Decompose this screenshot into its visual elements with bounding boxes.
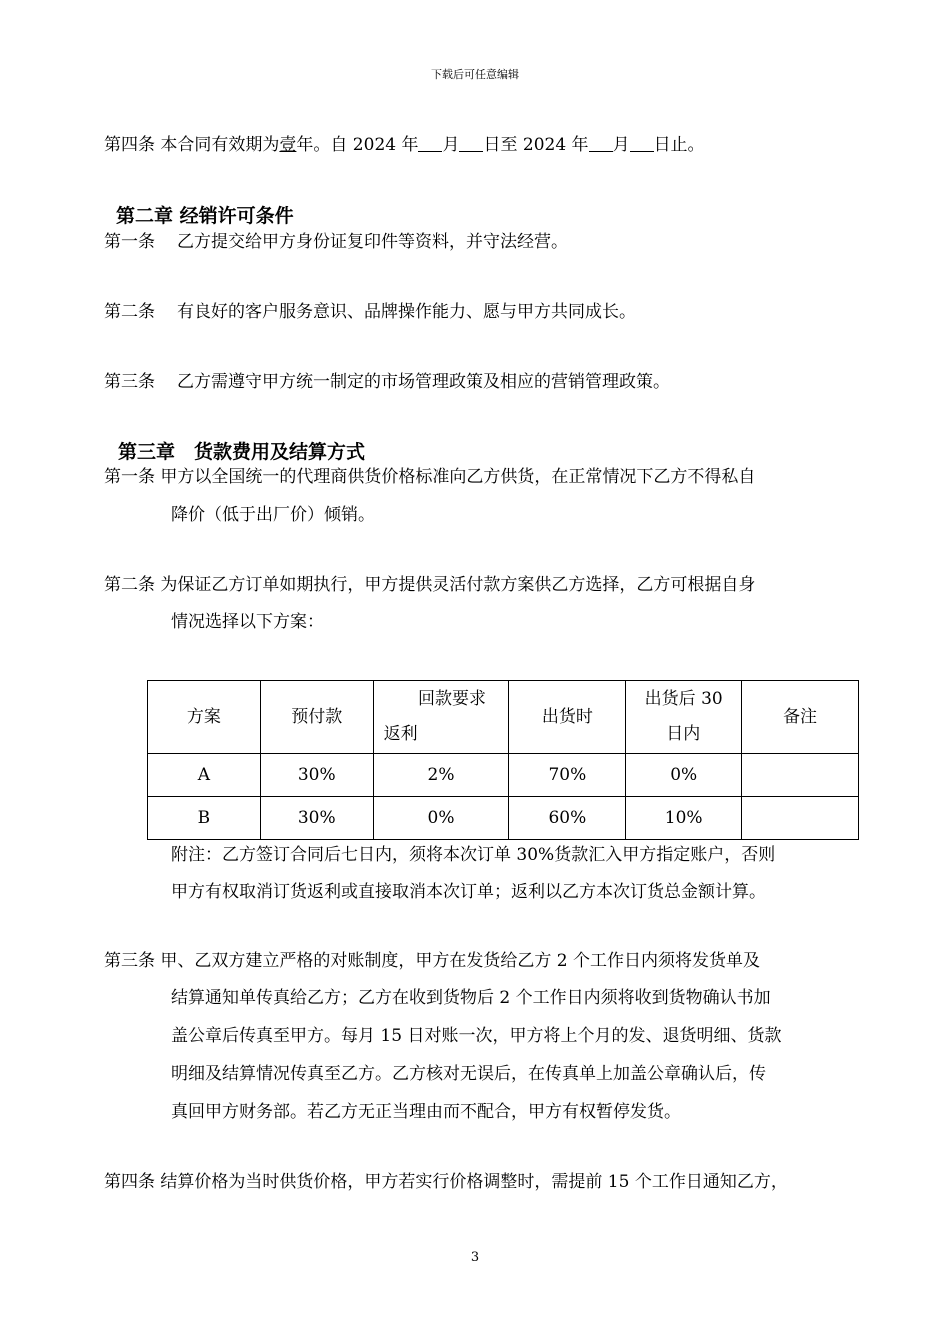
chapter-3-title: 第三章 货款费用及结算方式 bbox=[118, 441, 366, 463]
chapter-3-article-4 bbox=[104, 1172, 788, 1192]
validity-month: 月 bbox=[442, 135, 460, 155]
payment-plan-table bbox=[147, 680, 859, 840]
page-number: 3 bbox=[470, 1250, 480, 1265]
blank-field bbox=[630, 135, 654, 152]
header-prepay: 预付款 bbox=[260, 681, 373, 754]
cell-shipment: 60% bbox=[509, 797, 626, 840]
article-text: 甲、乙双方建立严格的对账制度，甲方在发货给乙方 2 个工作日内须将发货单及 bbox=[160, 951, 761, 971]
header-after30: 出货后 30 日内 bbox=[626, 681, 742, 754]
chapter-2-title: 第二章 经销许可条件 bbox=[116, 205, 294, 227]
validity-pre: 本合同有效期为 bbox=[160, 135, 280, 155]
cell-after30: 0% bbox=[626, 754, 742, 797]
article-continuation: 降价（低于出厂价）倾销。 bbox=[171, 505, 375, 525]
validity-end: 日止。 bbox=[653, 135, 705, 155]
cell-rebate: 2% bbox=[373, 754, 509, 797]
table-row bbox=[148, 754, 859, 797]
article-text: 乙方需遵守甲方统一制定的市场管理政策及相应的营销管理政策。 bbox=[177, 372, 670, 392]
header-shipment: 出货时 bbox=[509, 681, 626, 754]
validity-years: 壹 bbox=[279, 135, 297, 155]
cell-prepay: 30% bbox=[260, 754, 373, 797]
cell-remark bbox=[742, 797, 859, 840]
header-rebate: 回款要求 返利 bbox=[373, 681, 509, 754]
cell-remark bbox=[742, 754, 859, 797]
article-label: 第一条 bbox=[104, 467, 155, 487]
article-continuation: 真回甲方财务部。若乙方无正当理由而不配合，甲方有权暂停发货。 bbox=[171, 1102, 681, 1122]
cell-after30: 10% bbox=[626, 797, 742, 840]
chapter-3-article-1 bbox=[104, 467, 755, 487]
blank-field bbox=[418, 135, 442, 152]
article-label: 第一条 bbox=[104, 232, 155, 252]
cell-plan: A bbox=[148, 754, 261, 797]
cell-shipment: 70% bbox=[509, 754, 626, 797]
chapter-3-article-3 bbox=[104, 951, 760, 971]
table-note-line: 甲方有权取消订货返利或直接取消本次订单；返利以乙方本次订货总金额计算。 bbox=[171, 882, 766, 902]
chapter-3-article-2 bbox=[104, 575, 755, 595]
article-continuation: 明细及结算情况传真至乙方。乙方核对无误后，在传真单上加盖公章确认后，传 bbox=[171, 1064, 766, 1084]
chapter-2-article-2 bbox=[104, 302, 636, 322]
validity-day-to: 日至 2024 年 bbox=[483, 135, 589, 155]
article-label: 第三条 bbox=[104, 372, 155, 392]
article-label: 第三条 bbox=[104, 951, 155, 971]
article-label: 第二条 bbox=[104, 575, 155, 595]
article-label: 第二条 bbox=[104, 302, 155, 322]
page-header: 下载后可任意编辑 bbox=[431, 68, 519, 81]
article-text: 为保证乙方订单如期执行，甲方提供灵活付款方案供乙方选择，乙方可根据自身 bbox=[160, 575, 756, 595]
article-continuation: 盖公章后传真至甲方。每月 15 日对账一次，甲方将上个月的发、退货明细、货款 bbox=[171, 1026, 782, 1046]
table-row bbox=[148, 797, 859, 840]
article-label: 第四条 bbox=[104, 1172, 155, 1192]
table-note-line: 附注：乙方签订合同后七日内，须将本次订单 30%货款汇入甲方指定账户，否则 bbox=[171, 845, 776, 865]
header-remark: 备注 bbox=[742, 681, 859, 754]
validity-month: 月 bbox=[612, 135, 630, 155]
article-continuation: 情况选择以下方案： bbox=[171, 612, 324, 632]
cell-plan: B bbox=[148, 797, 261, 840]
table-header-row bbox=[148, 681, 859, 754]
cell-prepay: 30% bbox=[260, 797, 373, 840]
article-text: 有良好的客户服务意识、品牌操作能力、愿与甲方共同成长。 bbox=[177, 302, 636, 322]
blank-field bbox=[589, 135, 613, 152]
article-text: 乙方提交给甲方身份证复印件等资料，并守法经营。 bbox=[177, 232, 568, 252]
validity-mid: 年。自 2024 年 bbox=[296, 135, 419, 155]
cell-rebate: 0% bbox=[373, 797, 509, 840]
article-text: 甲方以全国统一的代理商供货价格标准向乙方供货，在正常情况下乙方不得私自 bbox=[160, 467, 756, 487]
header-plan: 方案 bbox=[148, 681, 261, 754]
chapter-2-article-1 bbox=[104, 232, 568, 252]
blank-field bbox=[459, 135, 483, 152]
chapter-2-article-3 bbox=[104, 372, 670, 392]
article-continuation: 结算通知单传真给乙方；乙方在收到货物后 2 个工作日内须将收到货物确认书加 bbox=[171, 988, 771, 1008]
article-text: 结算价格为当时供货价格，甲方若实行价格调整时，需提前 15 个工作日通知乙方， bbox=[160, 1172, 788, 1192]
article-label: 第四条 bbox=[104, 135, 155, 155]
article-validity bbox=[104, 135, 705, 155]
